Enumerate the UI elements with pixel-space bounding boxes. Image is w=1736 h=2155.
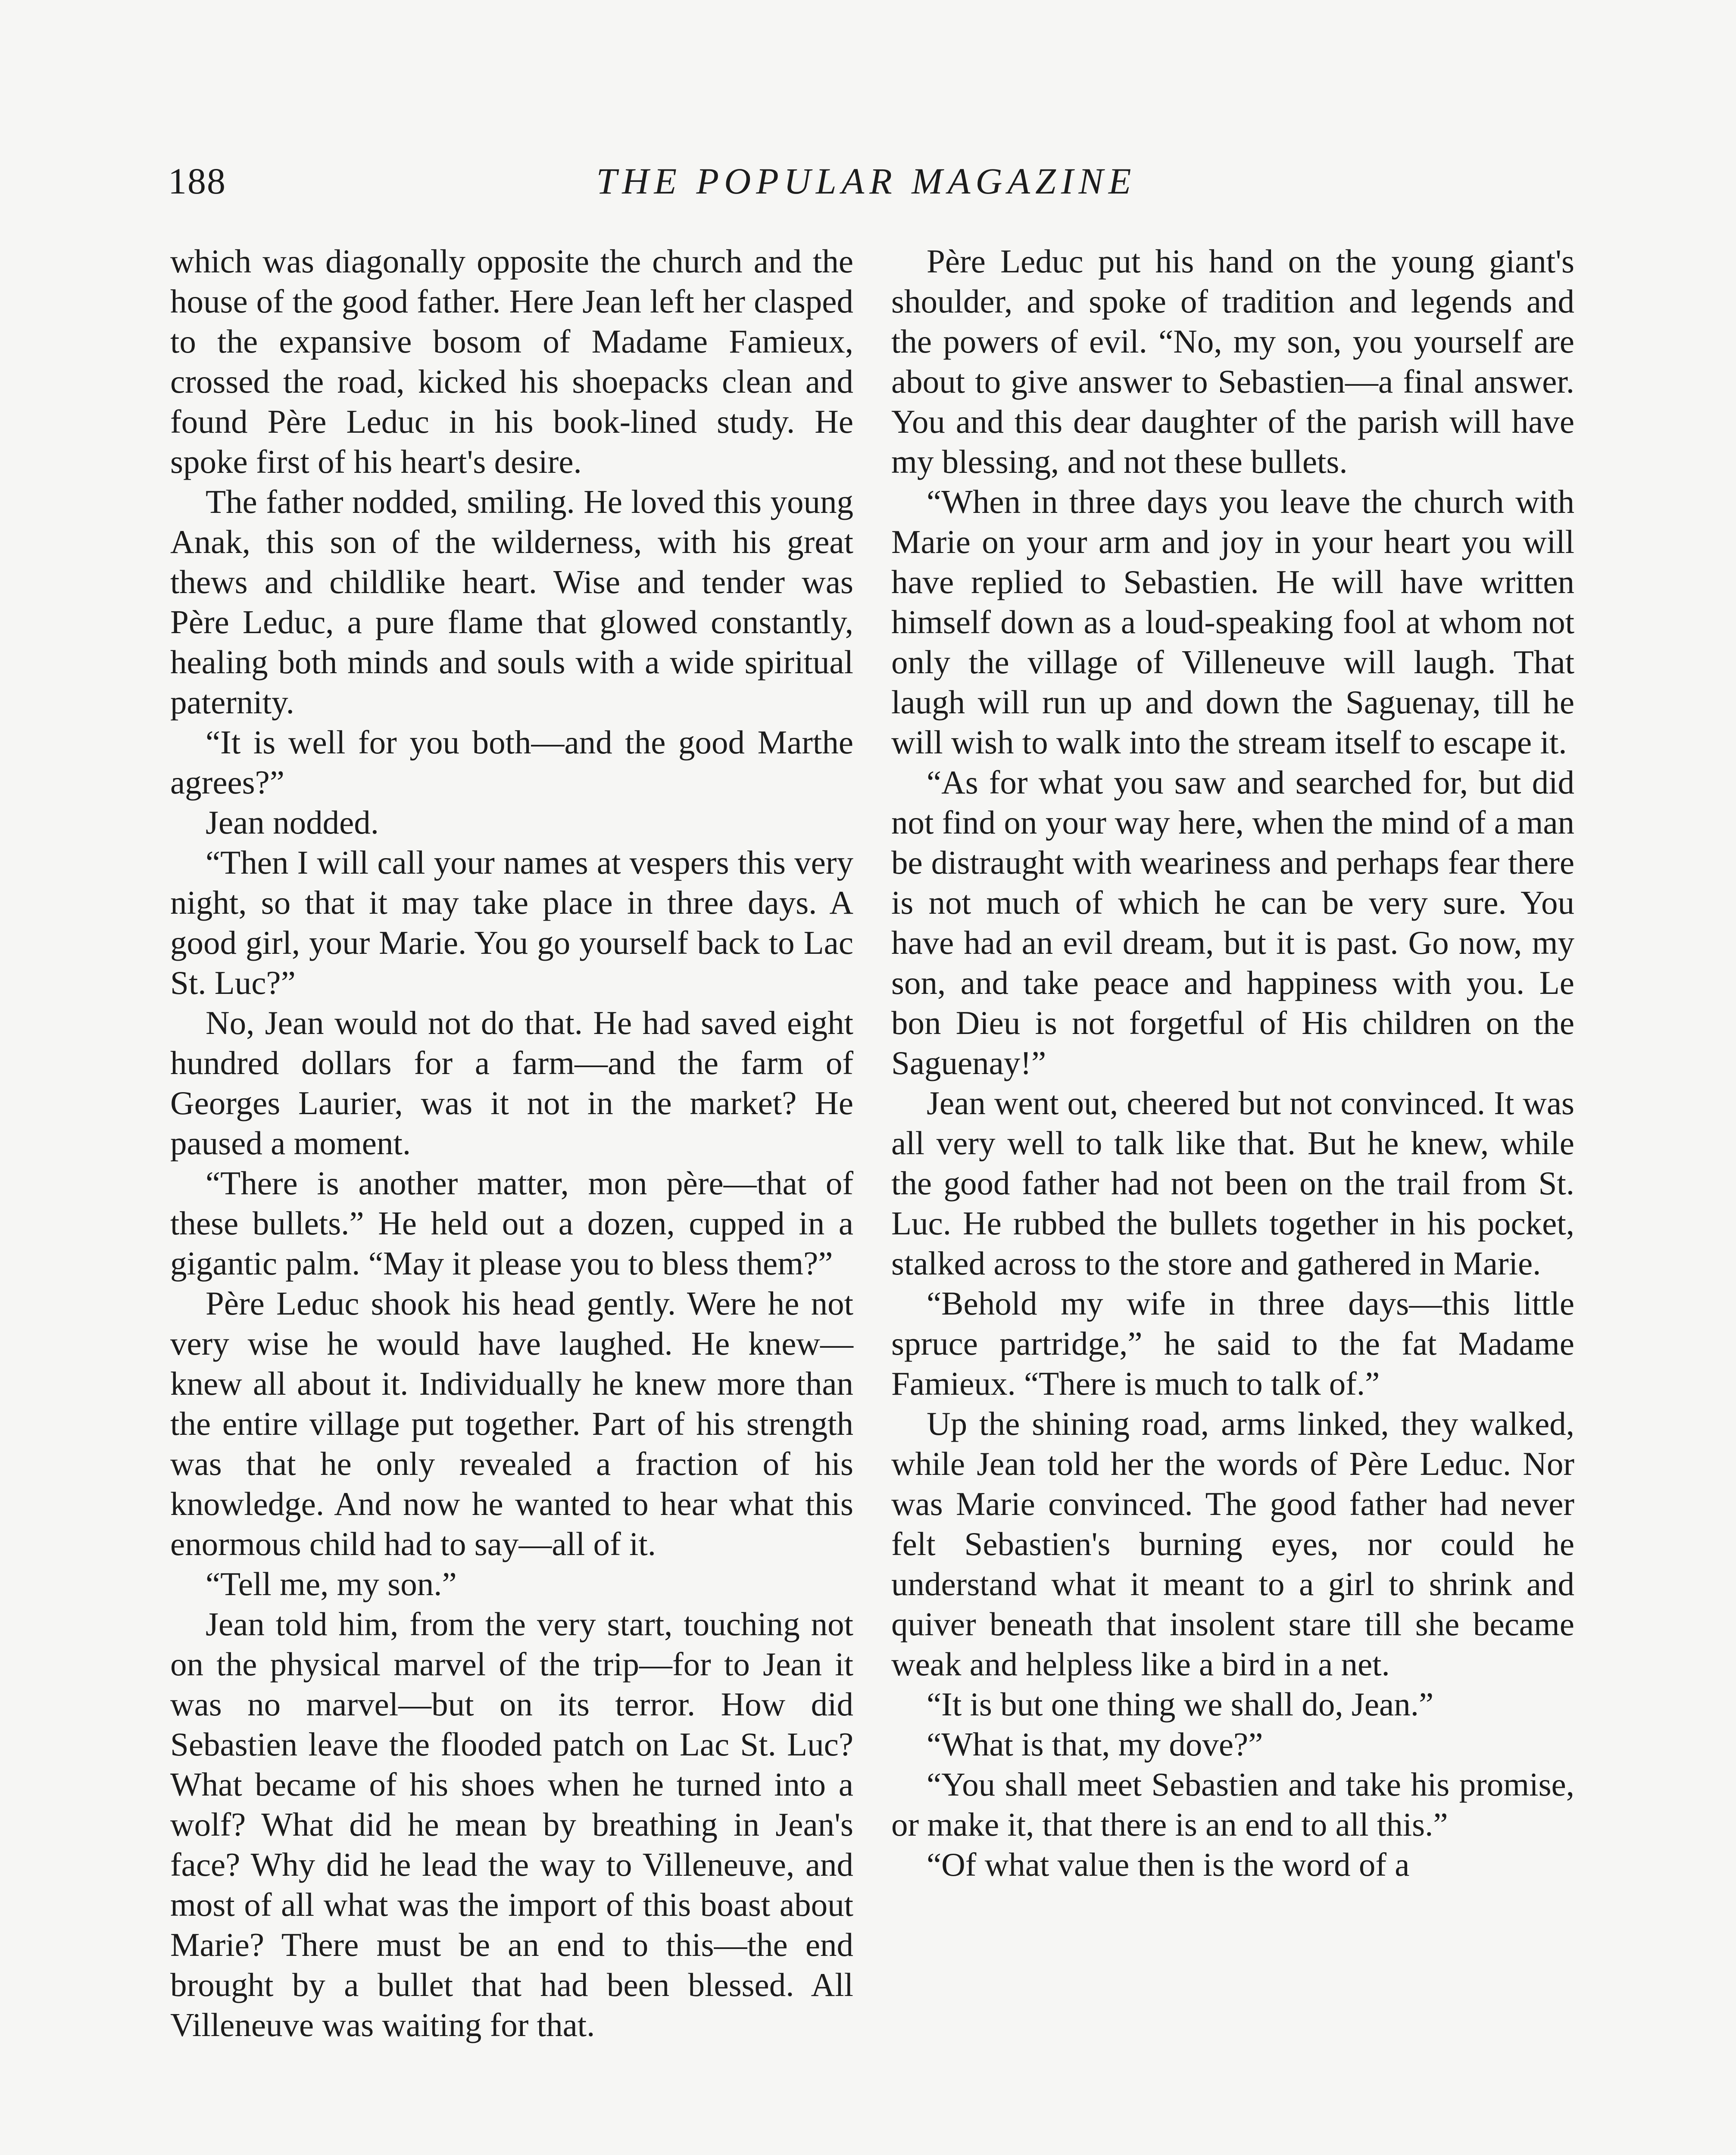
paragraph: Jean told him, from the very start, touching not on the physical marvel of the trip—for to Jean it was no marvel—but on its terror. How did Sebastien leave the flooded patch on Lac St. Luc? What became of his shoes when he turned into a wolf? What did he mean by breathing in Jean's face? Why did he lead the way to Villeneuve, and most of all what was the import of this boast about Marie? There must be an end to this—the end brought by a bullet that had been blessed. All Villeneuve was waiting for that. — [170, 1605, 853, 2043]
paragraph: “As for what you saw and searched for, but did not find on your way here, when the mind of a man be distraught with weariness and perhaps fear there is not much of which he can be very sure. You have had an evil dream, but it is past. Go now, my son, and take peace and happiness with you. Le bon Dieu is not forgetful of His children on the Saguenay!” — [891, 764, 1574, 1081]
paragraph: Père Leduc put his hand on the young giant's shoulder, and spoke of tradition and legends and the powers of evil. “No, my son, you yourself are about to give answer to Sebastien—a final answer. You and this dear daughter of the parish will have my blessing, and not these bullets. — [891, 243, 1574, 480]
paragraph: Jean went out, cheered but not convinced. It was all very well to talk like that. But he knew, while the good father had not been on the trail from St. Luc. He rubbed the bullets together in his pocket, stalked across to the store and gathered in Marie. — [891, 1084, 1574, 1282]
paragraph: “You shall meet Sebastien and take his promise, or make it, that there is an end to all this.” — [891, 1766, 1574, 1843]
paragraph: “Behold my wife in three days—this little spruce partridge,” he said to the fat Madame Famieux. “There is much to talk of.” — [891, 1285, 1574, 1402]
paragraph: The father nodded, smiling. He loved this young Anak, this son of the wilderness, with his great thews and childlike heart. Wise and tender was Père Leduc, a pure flame that glowed constantly, healing both minds and souls with a wide spiritual paternity. — [170, 483, 853, 721]
paragraph: “What is that, my dove?” — [927, 1726, 1263, 1763]
paragraph: “There is another matter, mon père—that of these bullets.” He held out a dozen, cupped in a gigantic palm. “May it please you to bless them?” — [170, 1165, 853, 1282]
paragraph: No, Jean would not do that. He had saved eight hundred dollars for a farm—and the farm of Georges Laurier, was it not in the market? He paused a moment. — [170, 1004, 853, 1162]
paragraph: Up the shining road, arms linked, they walked, while Jean told her the words of Père Leduc. Nor was Marie convinced. The good father had never felt Sebastien's burning eyes, nor could he understand what it meant to a girl to shrink and quiver beneath that insolent stare till she became weak and helpless like a bird in a net. — [891, 1405, 1574, 1683]
page-number: 188 — [168, 160, 226, 202]
paragraph: which was diagonally opposite the church and the house of the good father. Here Jean left her clasped to the expansive bosom of Madame Famieux, crossed the road, kicked his shoepacks clean and found Père Leduc in his book-lined study. He spoke first of his heart's desire. — [170, 243, 853, 480]
paragraph: Père Leduc shook his head gently. Were he not very wise he would have laughed. He knew—knew all about it. Individually he knew more than the entire village put together. Part of his strength was that he only revealed a fraction of his knowledge. And now he wanted to hear what this enormous child had to say—all of it. — [170, 1285, 853, 1562]
paragraph: “It is but one thing we shall do, Jean.” — [927, 1686, 1434, 1723]
paragraph: “Tell me, my son.” — [206, 1565, 457, 1602]
paragraph: “Then I will call your names at vespers this very night, so that it may take place in three days. A good girl, your Marie. You go yourself back to Lac St. Luc?” — [170, 844, 853, 1001]
page-header — [168, 159, 1564, 216]
running-title: THE POPULAR MAGAZINE — [596, 160, 1137, 202]
left-text-column — [170, 241, 853, 2155]
paragraph: “When in three days you leave the church with Marie on your arm and joy in your heart you will have replied to Sebastien. He will have written himself down as a loud-speaking fool at whom not only the village of Villeneuve will laugh. That laugh will run up and down the Saguenay, till he will wish to walk into the stream itself to escape it. — [891, 483, 1574, 761]
paragraph: “Of what value then is the word of a — [927, 1846, 1410, 1883]
paragraph: Jean nodded. — [206, 804, 379, 841]
right-text-column — [891, 241, 1574, 2155]
paragraph: “It is well for you both—and the good Marthe agrees?” — [170, 724, 853, 801]
